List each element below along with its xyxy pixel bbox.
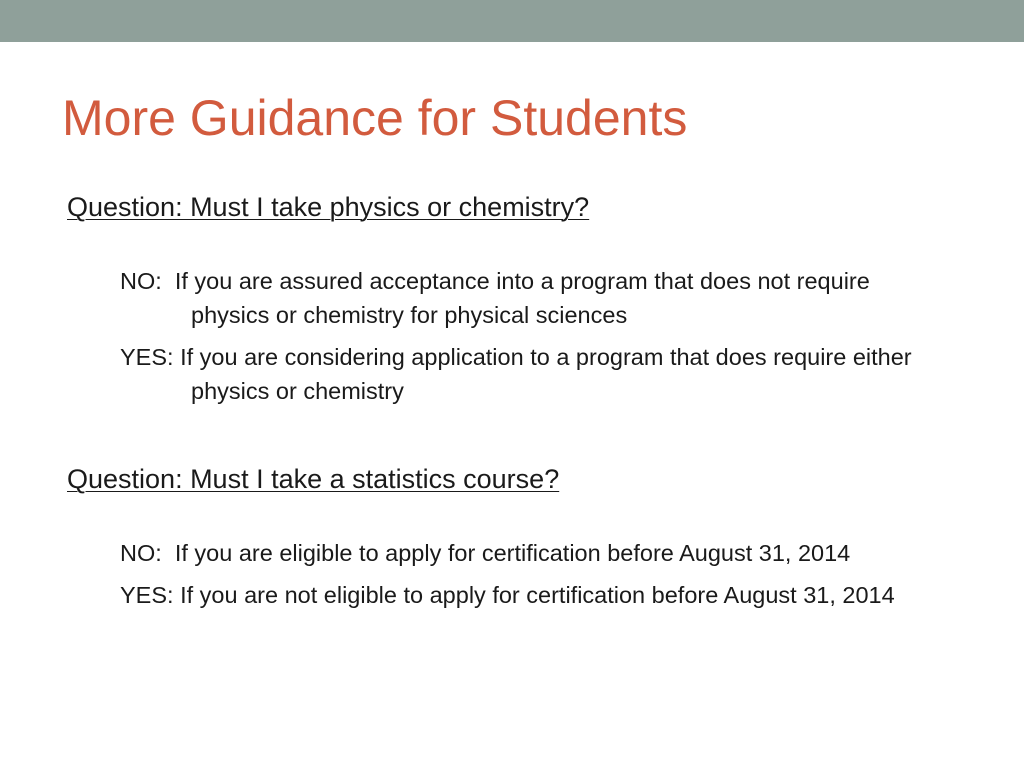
question-heading: Question: Must I take physics or chemistry? xyxy=(67,192,590,222)
answer-text: If you are eligible to apply for certification before August 31, 2014 xyxy=(174,540,851,566)
question-block-physics-chemistry xyxy=(67,186,967,408)
slide-title: More Guidance for Students xyxy=(62,90,688,146)
answer-item-yes xyxy=(120,578,947,612)
answer-list xyxy=(67,264,967,408)
answer-lead: NO: xyxy=(120,540,175,566)
question-block-statistics xyxy=(67,458,967,612)
top-accent-bar xyxy=(0,0,1024,42)
answer-item-no xyxy=(120,536,947,570)
answer-item-yes xyxy=(120,340,947,408)
answer-lead: YES: xyxy=(120,582,181,608)
answer-list xyxy=(67,536,967,612)
answer-text: If you are assured acceptance into a program that does not require physics or chemistry for physical sciences xyxy=(174,268,870,328)
answer-text: If you are not eligible to apply for certification before August 31, 2014 xyxy=(180,582,895,608)
answer-lead: NO: xyxy=(120,268,175,294)
answer-item-no xyxy=(120,264,947,332)
question-heading: Question: Must I take a statistics course? xyxy=(67,464,560,494)
answer-lead: YES: xyxy=(120,344,181,370)
answer-text: If you are considering application to a program that does require either physics or chemistry xyxy=(180,344,912,404)
slide-body xyxy=(67,186,967,620)
